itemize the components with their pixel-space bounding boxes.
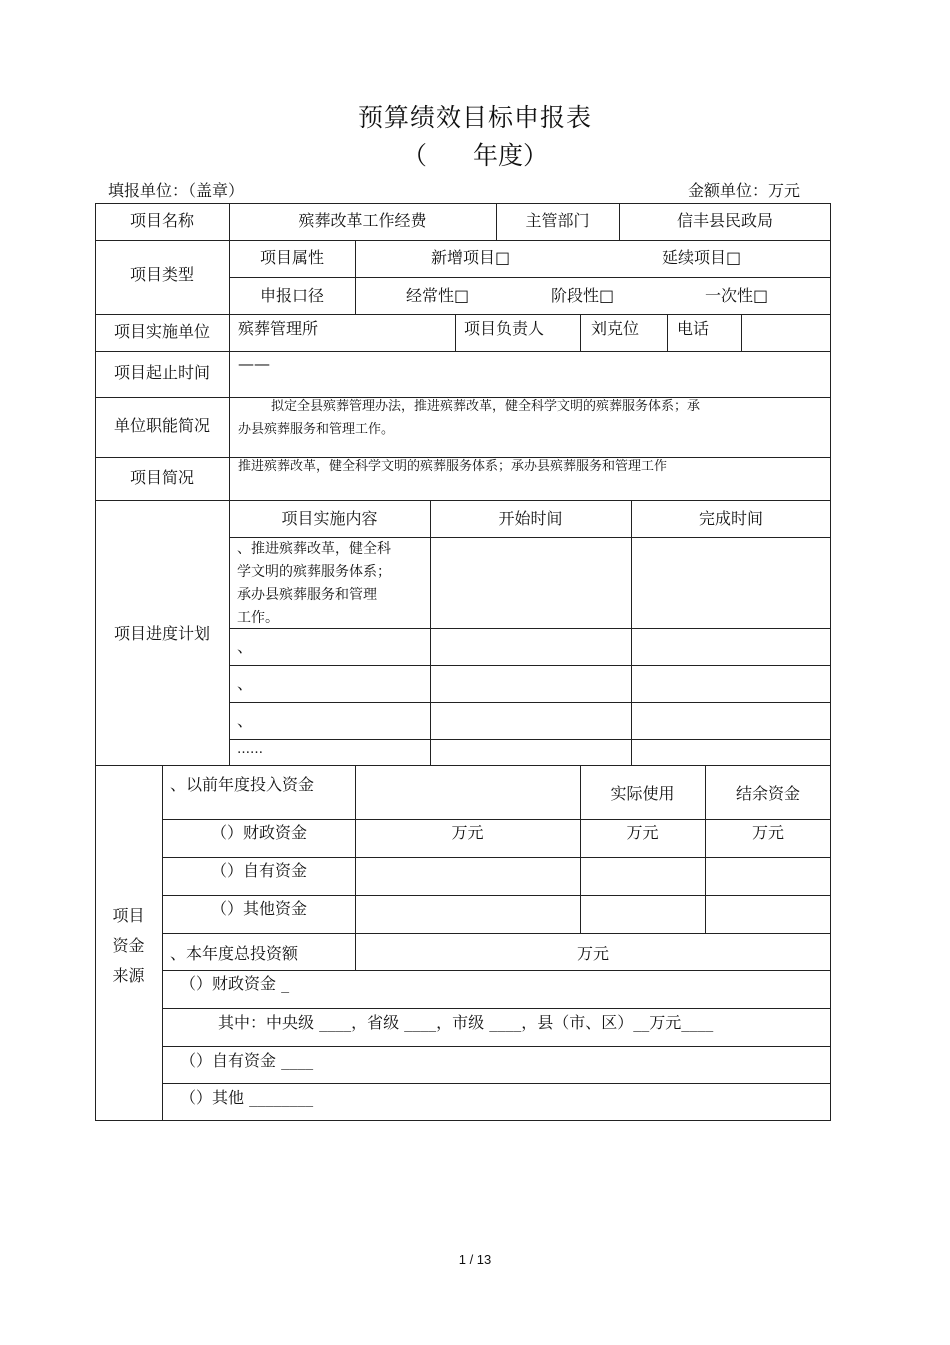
project-name-label: 项目名称 bbox=[129, 211, 194, 230]
form-subtitle bbox=[0, 136, 950, 172]
schedule-item-4[interactable]: 、 bbox=[237, 711, 254, 730]
schedule-item-1-line4: 工作。 bbox=[237, 610, 279, 626]
current-total-unit: 万元 bbox=[576, 944, 609, 963]
page-number: 1 / 13 bbox=[458, 1252, 492, 1267]
schedule-col-content: 项目实施内容 bbox=[281, 509, 378, 528]
schedule-item-1-line2: 学文明的殡葬服务体系； bbox=[237, 564, 391, 580]
form-title: 预算绩效目标申报表 bbox=[357, 103, 592, 132]
subtitle-year: 年度） bbox=[473, 141, 549, 170]
unit-function-label: 单位职能简况 bbox=[113, 416, 210, 435]
funds-label-3: 来源 bbox=[112, 966, 145, 985]
current-fiscal-label[interactable]: （）财政资金 _ bbox=[180, 974, 290, 993]
project-brief-value: 推进殡葬改革，健全科学文明的殡葬服务体系；承办县殡葬服务和管理工作 bbox=[238, 459, 668, 474]
stage-checkbox[interactable]: 阶段性□ bbox=[551, 286, 615, 305]
new-project-checkbox[interactable]: 新增项目□ bbox=[431, 248, 511, 267]
impl-unit-label: 项目实施单位 bbox=[113, 322, 210, 341]
dept-value[interactable]: 信丰县民政局 bbox=[676, 211, 773, 230]
project-brief-label: 项目简况 bbox=[129, 468, 194, 487]
period-label: 项目起止时间 bbox=[113, 363, 210, 382]
period-value[interactable]: —— bbox=[238, 354, 270, 373]
schedule-item-1-line3: 承办县殡葬服务和管理 bbox=[237, 587, 377, 603]
continued-project-checkbox[interactable]: 延续项目□ bbox=[662, 248, 742, 267]
amount-unit-label: 金额单位：万元 bbox=[687, 181, 800, 200]
one-time-checkbox[interactable]: 一次性□ bbox=[705, 286, 769, 305]
leader-value[interactable]: 刘克位 bbox=[591, 319, 640, 338]
project-type-label: 项目类型 bbox=[129, 265, 194, 284]
actual-use-unit: 万元 bbox=[626, 823, 659, 842]
prev-fiscal-unit: 万元 bbox=[451, 823, 484, 842]
subtitle-open-paren: （ bbox=[401, 141, 427, 170]
prev-own-label: （）自有资金 bbox=[211, 861, 308, 880]
impl-unit-value[interactable]: 殡葬管理所 bbox=[238, 319, 319, 338]
current-total-label: 、本年度总投资额 bbox=[170, 944, 299, 963]
attribute-label: 项目属性 bbox=[259, 248, 324, 267]
project-name-value[interactable]: 殡葬改革工作经费 bbox=[298, 211, 427, 230]
funds-label-2: 资金 bbox=[112, 936, 145, 955]
prev-other-label: （）其他资金 bbox=[211, 899, 308, 918]
fill-unit-label: 填报单位：（盖章） bbox=[108, 181, 245, 200]
budget-form-table bbox=[95, 203, 831, 1121]
schedule-item-3[interactable]: 、 bbox=[237, 674, 254, 693]
phone-label: 电话 bbox=[677, 319, 710, 338]
schedule-item-5[interactable]: …… bbox=[237, 742, 263, 757]
schedule-item-1-line1: 、推进殡葬改革，健全科 bbox=[237, 541, 391, 557]
current-own-label[interactable]: （）自有资金 ____ bbox=[180, 1051, 314, 1070]
regular-checkbox[interactable]: 经常性□ bbox=[406, 286, 470, 305]
leader-label: 项目负责人 bbox=[464, 319, 545, 338]
current-other-label[interactable]: （）其他 ________ bbox=[180, 1088, 314, 1107]
prev-fiscal-label: （）财政资金 bbox=[211, 823, 308, 842]
funds-label-1: 项目 bbox=[112, 906, 145, 925]
unit-function-line1: 拟定全县殡葬管理办法，推进殡葬改革，健全科学文明的殡葬服务体系；承 bbox=[271, 399, 701, 414]
balance-unit: 万元 bbox=[751, 823, 784, 842]
unit-function-line2: 办县殡葬服务和管理工作。 bbox=[238, 422, 395, 437]
schedule-col-end: 完成时间 bbox=[698, 509, 763, 528]
schedule-col-start: 开始时间 bbox=[498, 509, 563, 528]
dept-label: 主管部门 bbox=[525, 211, 590, 230]
actual-use-header: 实际使用 bbox=[610, 784, 675, 803]
prev-funds-label: 、以前年度投入资金 bbox=[170, 775, 315, 794]
schedule-item-2[interactable]: 、 bbox=[237, 637, 254, 656]
balance-header: 结余资金 bbox=[735, 784, 800, 803]
declaration-scope-label: 申报口径 bbox=[259, 286, 324, 305]
schedule-label: 项目进度计划 bbox=[113, 624, 210, 643]
fiscal-breakdown[interactable]: 其中：中央级 ____，省级 ____，市级 ____，县（市、区）__万元____ bbox=[218, 1013, 714, 1032]
